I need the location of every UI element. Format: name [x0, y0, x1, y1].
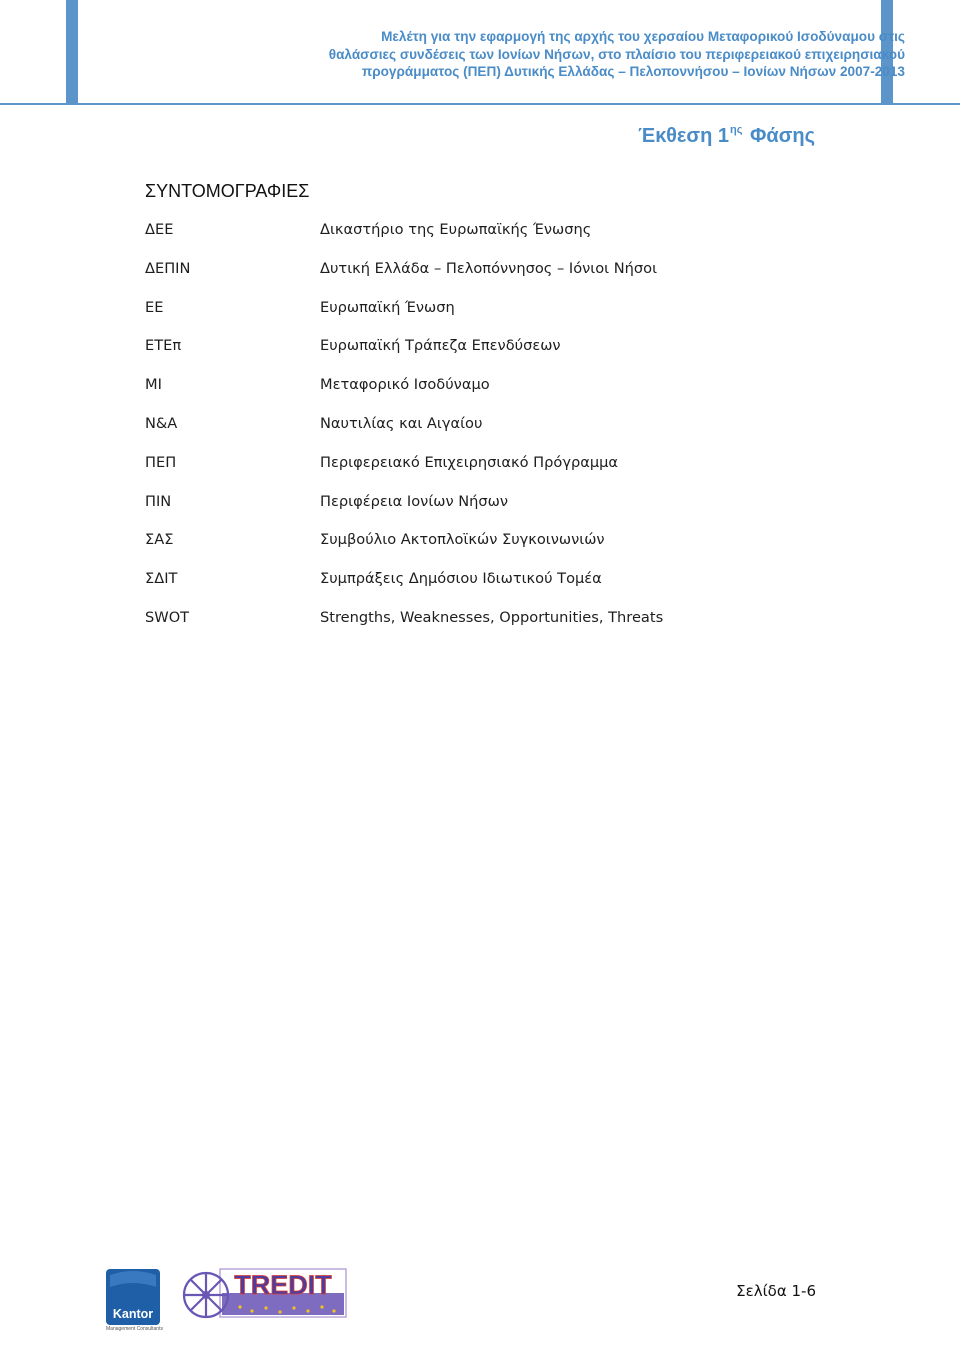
abbreviation-value: Συμπράξεις Δημόσιου Ιδιωτικού Τομέα	[320, 570, 602, 588]
abbreviation-key: ΣΑΣ	[145, 531, 174, 549]
abbreviation-value: Ευρωπαϊκή Ένωση	[320, 298, 455, 316]
abbreviation-key: Ν&Α	[145, 414, 178, 432]
abbreviation-value: Δυτική Ελλάδα – Πελοπόννησος – Ιόνιοι Νήσοι	[320, 259, 658, 277]
abbreviation-key: ΜΙ	[145, 376, 162, 394]
abbreviation-value: Συμβούλιο Ακτοπλοϊκών Συγκοινωνιών	[320, 531, 605, 549]
abbreviation-row	[145, 531, 845, 570]
abbreviation-row	[145, 609, 845, 648]
abbreviation-key: ΔΕΕ	[145, 221, 174, 238]
header-title-line-3: προγράμματος (ΠΕΠ) Δυτικής Ελλάδας – Πελοποννήσου – Ιονίων Νήσων 2007-2013	[361, 64, 905, 79]
abbreviation-value: Strengths, Weaknesses, Opportunities, Threats	[320, 608, 664, 626]
abbreviation-row	[145, 376, 845, 415]
tredit-logo-graphic	[180, 1267, 350, 1321]
tredit-logo	[180, 1267, 350, 1325]
page-number: Σελίδα 1-6	[736, 1282, 816, 1300]
abbreviation-list	[145, 221, 845, 648]
abbreviation-value: Περιφερειακό Επιχειρησιακό Πρόγραμμα	[320, 453, 619, 471]
section-title: ΣΥΝΤΟΜΟΓΡΑΦΙΕΣ	[145, 181, 310, 201]
abbreviation-row	[145, 260, 845, 299]
abbreviation-key: ΠΕΠ	[145, 453, 177, 471]
header-left-bar	[66, 0, 78, 104]
phase-suffix: Φάσης	[749, 125, 815, 147]
abbreviation-key: ΠΙΝ	[145, 492, 172, 510]
abbreviation-row	[145, 415, 845, 454]
abbreviation-key: ΕΤΕπ	[145, 337, 182, 355]
kantor-logo-subtitle: Management Consultants	[106, 1326, 163, 1332]
phase-prefix: Έκθεση 1	[638, 125, 729, 147]
tredit-logo-text: TREDIT	[234, 1270, 332, 1300]
abbreviation-value: Δικαστήριο της Ευρωπαϊκής Ένωσης	[320, 221, 592, 238]
abbreviation-key: ΔΕΠΙΝ	[145, 259, 191, 277]
kantor-logo-text: Kantor	[112, 1307, 154, 1321]
abbreviation-value: Ναυτιλίας και Αιγαίου	[320, 414, 483, 432]
abbreviation-row	[145, 570, 845, 609]
abbreviation-key: SWOT	[145, 608, 190, 626]
header-title	[90, 28, 905, 81]
abbreviation-value: Περιφέρεια Ιονίων Νήσων	[320, 492, 509, 510]
abbreviation-row	[145, 299, 845, 338]
abbreviation-key: ΣΔΙΤ	[145, 570, 178, 588]
header-rule	[0, 103, 960, 105]
abbreviation-row	[145, 221, 845, 260]
abbreviation-value: Ευρωπαϊκή Τράπεζα Επενδύσεων	[320, 337, 561, 355]
abbreviation-row	[145, 337, 845, 376]
abbreviation-key: ΕΕ	[145, 298, 164, 316]
header-title-line-2: θαλάσσιες συνδέσεις των Ιονίων Νήσων, στο πλαίσιο του περιφερειακού επιχειρησιακού	[328, 46, 905, 62]
header-title-line-1: Μελέτη για την εφαρμογή της αρχής του χερσαίου Μεταφορικού Ισοδύναμου στις	[381, 29, 905, 44]
kantor-logo-box	[106, 1269, 160, 1325]
phase-heading	[638, 124, 815, 148]
abbreviation-row	[145, 454, 845, 493]
phase-superscript: ης	[729, 124, 743, 136]
kantor-logo-mark	[106, 1269, 160, 1307]
page-header	[0, 0, 960, 106]
abbreviation-row	[145, 493, 845, 532]
abbreviation-value: Μεταφορικό Ισοδύναμο	[320, 376, 490, 394]
kantor-logo	[106, 1269, 163, 1333]
